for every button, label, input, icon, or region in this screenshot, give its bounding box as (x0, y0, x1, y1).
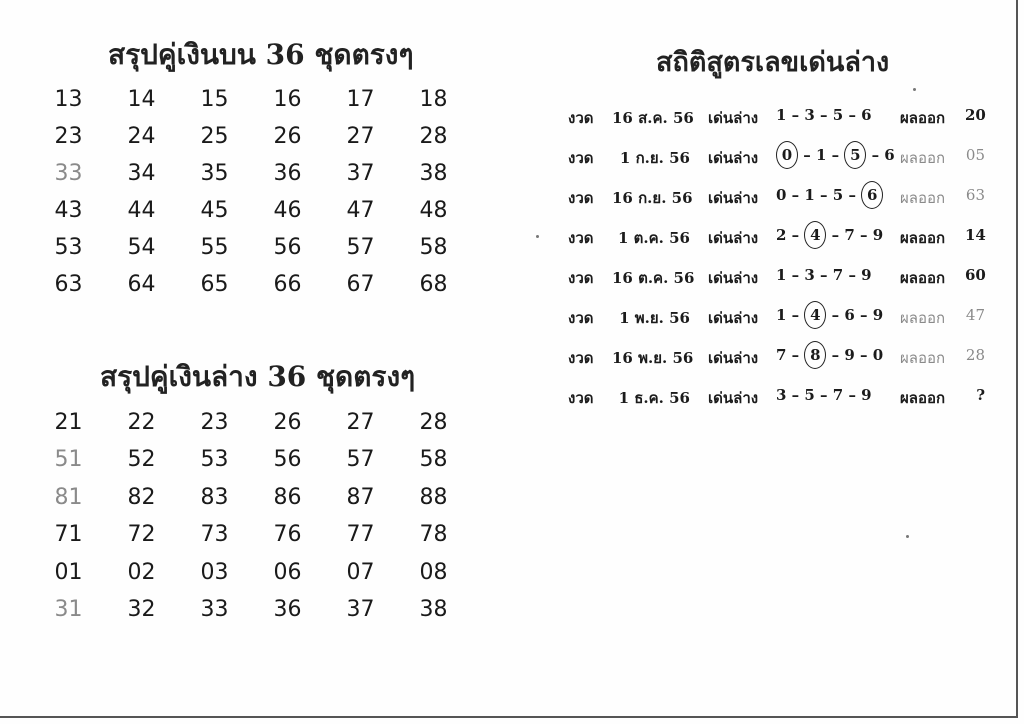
draw-label: งวด (568, 389, 594, 407)
number-cell: 03 (200, 559, 229, 585)
result-value: 63 (965, 186, 985, 204)
result-label: ผลออก (900, 229, 946, 247)
number-cell: 57 (346, 235, 375, 260)
number-cell: 23 (200, 410, 229, 435)
stat-row (560, 176, 1000, 216)
number-cell: 17 (346, 87, 375, 112)
number-cell: 28 (419, 124, 448, 149)
number-cell: 37 (346, 596, 375, 622)
number-cell: 56 (273, 447, 302, 473)
digit: 1 (815, 146, 827, 164)
number-cell: 72 (127, 522, 156, 548)
digit: 9 (872, 306, 884, 324)
number-cell: 02 (127, 559, 156, 585)
result-label: ผลออก (900, 109, 946, 127)
number-cell: 33 (200, 596, 229, 622)
number-cell: 58 (419, 447, 448, 473)
digit: 7 (776, 346, 787, 364)
number-cell: 35 (200, 161, 229, 186)
digit: 6 (844, 306, 855, 324)
number-cell: 47 (346, 198, 375, 223)
stat-row (560, 376, 1000, 416)
circled-digit: 6 (861, 181, 883, 209)
position-label: เด่นล่าง (708, 149, 759, 167)
digit: 1 (804, 186, 815, 204)
number-sequence: 0 – 1 – 5 – 6 (776, 186, 883, 204)
digit: 5 (832, 186, 844, 204)
position-label: เด่นล่าง (708, 189, 759, 207)
number-cell: 87 (346, 484, 375, 510)
number-cell: 52 (127, 447, 156, 473)
digit: 1 (776, 306, 787, 324)
draw-date: 1 พ.ย. 56 (619, 309, 690, 327)
number-cell: 71 (54, 522, 83, 548)
number-cell: 28 (419, 410, 448, 435)
number-sequence: 1 – 3 – 7 – 9 (776, 266, 872, 284)
digit: 2 (776, 226, 787, 244)
number-cell: 83 (200, 484, 229, 510)
number-cell: 27 (346, 124, 375, 149)
number-cell: 07 (346, 559, 375, 585)
draw-date: 1 ธ.ค. 56 (618, 389, 690, 407)
number-cell: 08 (419, 559, 448, 585)
number-cell: 54 (127, 235, 156, 260)
stat-row (560, 96, 1000, 136)
stats-table (560, 96, 1000, 416)
number-cell: 88 (419, 484, 448, 510)
number-sequence: 0 – 1 – 5 – 6 (776, 146, 895, 164)
draw-date: 16 พ.ย. 56 (612, 349, 694, 367)
number-cell: 86 (273, 484, 302, 510)
number-cell: 36 (273, 161, 302, 186)
digit: 1 (776, 106, 787, 124)
number-cell: 65 (200, 272, 229, 297)
number-cell: 81 (54, 484, 83, 510)
number-cell: 31 (54, 596, 83, 622)
number-cell: 01 (54, 559, 83, 585)
draw-label: งวด (568, 269, 594, 287)
position-label: เด่นล่าง (708, 269, 759, 287)
number-cell: 56 (273, 235, 302, 260)
draw-date: 16 ก.ย. 56 (612, 189, 693, 207)
circled-digit: 4 (804, 301, 826, 329)
number-cell: 78 (419, 522, 448, 548)
digit: 0 (776, 186, 787, 204)
result-label: ผลออก (900, 149, 946, 167)
number-sequence: 1 – 4 – 6 – 9 (776, 306, 883, 324)
stat-row (560, 296, 1000, 336)
stat-row (560, 256, 1000, 296)
number-cell: 46 (273, 198, 302, 223)
digit: 9 (844, 346, 855, 364)
number-cell: 58 (419, 235, 448, 260)
number-cell: 32 (127, 596, 156, 622)
number-cell: 24 (127, 124, 156, 149)
number-sequence: 3 – 5 – 7 – 9 (776, 386, 872, 404)
result-value: 20 (965, 106, 986, 124)
digit: 5 (804, 386, 815, 404)
stat-row (560, 216, 1000, 256)
number-cell: 55 (200, 235, 229, 260)
draw-label: งวด (568, 229, 594, 247)
digit: 3 (804, 266, 815, 284)
number-sequence: 2 – 4 – 7 – 9 (776, 226, 883, 244)
upper-pairs-grid (32, 81, 470, 303)
draw-label: งวด (568, 109, 594, 127)
digit: 3 (776, 386, 787, 404)
stat-row (560, 336, 1000, 376)
draw-date: 1 ต.ค. 56 (618, 229, 690, 247)
number-cell: 36 (273, 596, 302, 622)
number-cell: 67 (346, 272, 375, 297)
circled-digit: 0 (776, 141, 798, 169)
number-cell: 26 (273, 124, 302, 149)
number-cell: 57 (346, 447, 375, 473)
number-cell: 45 (200, 198, 229, 223)
number-sequence: 7 – 8 – 9 – 0 (776, 346, 883, 364)
draw-label: งวด (568, 189, 594, 207)
result-value: 47 (965, 306, 985, 324)
draw-date: 1 ก.ย. 56 (619, 149, 690, 167)
number-cell: 63 (54, 272, 83, 297)
number-cell: 82 (127, 484, 156, 510)
circled-digit: 5 (844, 141, 866, 169)
number-cell: 15 (200, 87, 229, 112)
number-cell: 44 (127, 198, 156, 223)
digit: 9 (872, 226, 884, 244)
digit: 7 (832, 386, 844, 404)
digit: 9 (861, 386, 872, 404)
number-cell: 13 (54, 87, 83, 112)
result-value: 14 (965, 226, 986, 244)
result-value: ? (976, 386, 985, 404)
digit: 7 (832, 266, 844, 284)
digit: 9 (861, 266, 872, 284)
position-label: เด่นล่าง (708, 229, 759, 247)
digit: 3 (804, 106, 815, 124)
scan-speck (913, 88, 916, 91)
draw-date: 16 ต.ค. 56 (612, 269, 695, 287)
number-cell: 18 (419, 87, 448, 112)
number-cell: 22 (127, 410, 156, 435)
draw-label: งวด (568, 149, 594, 167)
number-cell: 14 (127, 87, 156, 112)
number-cell: 51 (54, 447, 83, 473)
stat-row (560, 136, 1000, 176)
number-cell: 66 (273, 272, 302, 297)
position-label: เด่นล่าง (708, 389, 759, 407)
scan-speck (906, 535, 909, 538)
number-cell: 68 (419, 272, 448, 297)
draw-date: 16 ส.ค. 56 (612, 109, 694, 127)
position-label: เด่นล่าง (708, 349, 759, 367)
digit: 1 (776, 266, 787, 284)
result-label: ผลออก (900, 269, 946, 287)
lower-pairs-grid (32, 404, 470, 628)
scan-speck (536, 235, 539, 238)
lower-pairs-title: สรุปคู่เงินล่าง 36 ชุดตรงๆ (100, 360, 416, 393)
number-sequence: 1 – 3 – 5 – 6 (776, 106, 872, 124)
draw-label: งวด (568, 309, 594, 327)
number-cell: 48 (419, 198, 448, 223)
digit: 6 (861, 106, 872, 124)
digit: 0 (872, 346, 884, 364)
circled-digit: 4 (804, 221, 826, 249)
upper-pairs-title: สรุปคู่เงินบน 36 ชุดตรงๆ (108, 38, 414, 71)
number-cell: 43 (54, 198, 83, 223)
result-label: ผลออก (900, 309, 946, 327)
number-cell: 34 (127, 161, 156, 186)
number-cell: 27 (346, 410, 375, 435)
number-cell: 21 (54, 410, 83, 435)
digit: 6 (884, 146, 895, 164)
number-cell: 26 (273, 410, 302, 435)
circled-digit: 8 (804, 341, 826, 369)
number-cell: 33 (54, 161, 83, 186)
result-value: 28 (965, 346, 985, 364)
result-label: ผลออก (900, 189, 946, 207)
result-value: 05 (965, 146, 985, 164)
number-cell: 64 (127, 272, 156, 297)
result-value: 60 (965, 266, 986, 284)
number-cell: 38 (419, 596, 448, 622)
number-cell: 77 (346, 522, 375, 548)
draw-label: งวด (568, 349, 594, 367)
number-cell: 53 (200, 447, 229, 473)
number-cell: 73 (200, 522, 229, 548)
number-cell: 37 (346, 161, 375, 186)
position-label: เด่นล่าง (708, 309, 759, 327)
number-cell: 23 (54, 124, 83, 149)
number-cell: 16 (273, 87, 302, 112)
number-cell: 38 (419, 161, 448, 186)
result-label: ผลออก (900, 349, 946, 367)
number-cell: 25 (200, 124, 229, 149)
number-cell: 53 (54, 235, 83, 260)
result-label: ผลออก (900, 389, 946, 407)
digit: 5 (832, 106, 844, 124)
stats-title: สถิติสูตรเลขเด่นล่าง (656, 47, 890, 78)
number-cell: 06 (273, 559, 302, 585)
digit: 7 (844, 226, 855, 244)
position-label: เด่นล่าง (708, 109, 759, 127)
number-cell: 76 (273, 522, 302, 548)
